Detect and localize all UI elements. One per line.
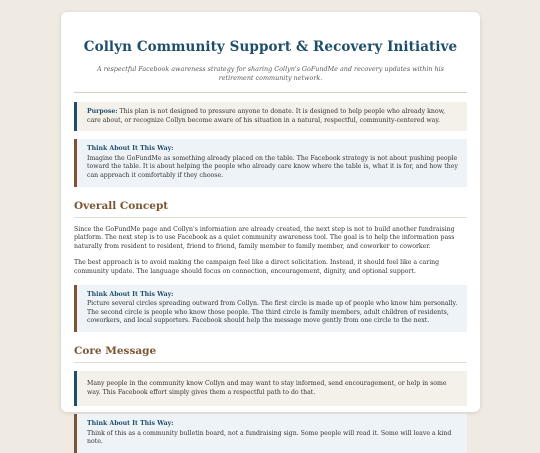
purpose-text: This plan is not designed to pressure anyone to donate. It is designed to help people who already know, care about, or recognize Collyn become aware of his situation in a natural, respectful, community-centered way. — [87, 108, 446, 124]
section-heading-overall: Overall Concept — [74, 200, 467, 218]
overall-paragraph-1: Since the GoFundMe page and Collyn's information are already created, the next step is not to build another fundraising platform. The next step is to use Facebook as a quiet community awareness tool. The goal is to help the information pass naturally from resident to resident, friend to friend, family member to family member, and coworker to coworker. — [74, 225, 455, 250]
think-text-2: Picture several circles spreading outward from Collyn. The first circle is made up of people who know him personally. The second circle is people who know those people. The third circle is family members, adult children of residents, coworkers, and local supporters. Facebook should help the message move gently from one circle to the next. — [87, 300, 458, 325]
think-text-1: Imagine the GoFundMe as something already placed on the table. The Facebook strategy is not about pushing people toward the table. It is about helping the people who already care know where the table is, what it is for, and how they can approach it comfortably if they choose. — [87, 154, 458, 179]
think-text-3: Think of this as a community bulletin board, not a fundraising sign. Some people will read it. Some will leave a kind note. — [87, 429, 452, 446]
purpose-label: Purpose: — [87, 108, 118, 115]
title-divider — [74, 92, 467, 93]
think-heading-3: Think About It This Way: — [87, 420, 174, 428]
think-callout-3 — [74, 414, 467, 453]
think-heading-2: Think About It This Way: — [87, 290, 174, 298]
think-callout-2 — [74, 285, 467, 332]
page-title: Collyn Community Support & Recovery Initiative — [83, 39, 458, 55]
think-heading-1: Think About It This Way: — [87, 145, 174, 153]
page-subtitle: A respectful Facebook awareness strategy for sharing Collyn's GoFundMe and recovery updates within his retirement community network. — [97, 65, 444, 82]
core-message-text: Many people in the community know Collyn and may want to stay informed, send encouragement, or help in some way. This Facebook effort simply gives them a respectful path to do that. — [87, 379, 447, 396]
think-callout-1 — [74, 139, 467, 186]
purpose-callout — [74, 102, 467, 131]
section-heading-core: Core Message — [74, 345, 467, 363]
core-message-callout — [74, 371, 467, 406]
document-card — [61, 12, 480, 446]
overall-paragraph-2: The best approach is to avoid making the campaign feel like a direct solicitation. Instead, it should feel like a caring community update. The language should focus on connection, encouragement, dignity, and optional support. — [74, 259, 440, 275]
